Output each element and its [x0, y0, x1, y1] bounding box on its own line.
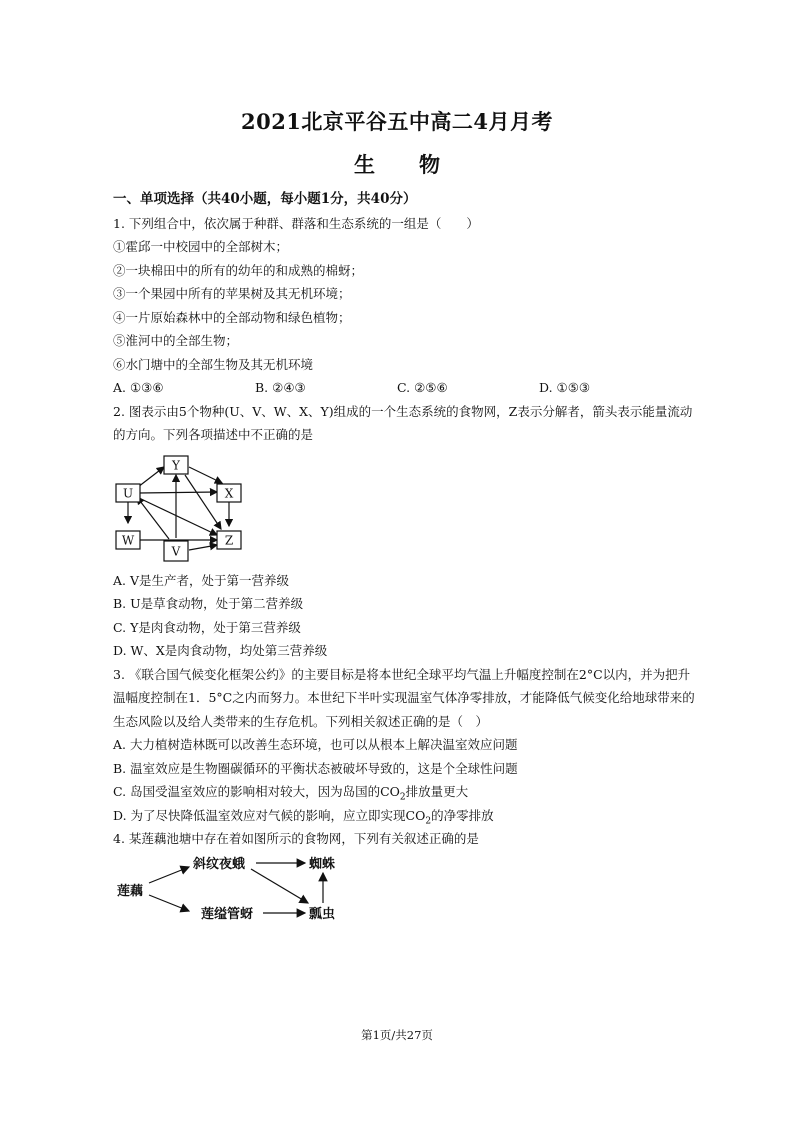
q2-option-d: D. W、X是肉食动物，均处第三营养级	[113, 643, 328, 658]
co2-formula: CO	[380, 784, 400, 799]
co2-subscript: 2	[399, 792, 406, 803]
node-ladybug: 瓢虫	[309, 906, 336, 922]
arrow-y-z	[185, 475, 221, 529]
section-heading: 一、单项选择（共40小题，每小题1分，共40分）	[113, 191, 417, 207]
q2-stem-line-2: 的方向。下列各项描述中不正确的是	[113, 427, 314, 442]
q3-option-a: A. 大力植树造林既可以改善生态环境，也可以从根本上解决温室效应问题	[113, 737, 518, 752]
arrow-u-y	[138, 467, 164, 487]
q3-option-c-text-end: 排放量更大	[405, 784, 469, 799]
q3-option-d	[113, 804, 693, 828]
node-x-label: X	[224, 486, 234, 500]
q2-option-a: A. V是生产者，处于第一营养级	[113, 572, 290, 588]
subject-char-1: 生	[354, 152, 375, 177]
q1-options	[113, 376, 693, 400]
exam-title: 2021北京平谷五中高二4月月考	[240, 109, 554, 134]
q3-stem-line-3: 生态风险以及给人类带来的生存危机。下列相关叙述正确的是（ ）	[113, 713, 489, 729]
node-z-label: Z	[224, 533, 234, 547]
q1-option-c: C. ②⑤⑥	[397, 380, 448, 395]
node-moth: 斜纹夜蛾	[193, 856, 246, 872]
arrow-v-u	[137, 497, 169, 539]
subject-title	[0, 149, 794, 179]
q1-stem: 1. 下列组合中，依次属于种群、群落和生态系统的一组是（ ）	[113, 215, 479, 231]
q2-option-b: B. U是草食动物，处于第二营养级	[113, 596, 304, 611]
q3-option-d-text: D. 为了尽快降低温室效应对气候的影响，应立即实现	[113, 807, 406, 823]
arrow-lotus-aphid	[149, 895, 189, 911]
node-u-label: U	[122, 486, 134, 500]
q1-option-a: A. ①③⑥	[113, 380, 164, 395]
food-web-svg	[113, 453, 253, 565]
q3-stem-line-1: 3. 《联合国气候变化框架公约》的主要目标是将本世纪全球平均气温上升幅度控制在2°C以内，并为把升	[113, 666, 691, 682]
co2-subscript: 2	[425, 816, 432, 826]
node-spider: 蜘蛛	[309, 856, 336, 872]
q4-stem: 4. 某莲藕池塘中存在着如图所示的食物网，下列有关叙述正确的是	[113, 831, 479, 846]
q1-item: ⑤淮河中的全部生物；	[113, 333, 239, 348]
page-footer: 第1页/共27页	[361, 1028, 433, 1042]
q1-item: ⑥水门塘中的全部生物及其无机环境	[113, 356, 314, 372]
arrow-y-x	[189, 467, 222, 483]
q1-option-b: B. ②④③	[255, 380, 306, 395]
subject-char-2: 物	[419, 152, 440, 177]
q3-option-c	[113, 780, 693, 804]
q3-stem-line-2: 温幅度控制在1．5°C之内而努力。本世纪下半叶实现温室气体净零排放，才能降低气候变化给地球带来的	[113, 690, 695, 705]
q1-item: ④一片原始森林中的全部动物和绿色植物；	[113, 309, 351, 325]
arrow-v-z	[189, 545, 217, 550]
arrow-u-x	[139, 492, 217, 493]
q4-food-web-diagram	[113, 851, 693, 931]
q2-stem-line-1: 2. 图表示由5个物种(U、V、W、X、Y)组成的一个生态系统的食物网，Z表示分解者，箭头表示能量流动	[113, 403, 693, 419]
q2-food-web-diagram	[113, 453, 693, 565]
arrow-lotus-moth	[149, 867, 189, 883]
q1-option-d: D. ①⑤③	[539, 380, 591, 395]
node-lotus: 莲藕	[117, 883, 144, 899]
q3-option-c-text: C. 岛国受温室效应的影响相对较大，因为岛国的	[113, 784, 381, 799]
q1-item: ③一个果园中所有的苹果树及其无机环境；	[113, 286, 351, 301]
arrow-moth-ladybug	[251, 869, 308, 903]
node-aphid: 莲缢管蚜	[201, 906, 254, 922]
q2-option-c: C. Y是肉食动物，处于第三营养级	[113, 619, 301, 635]
exam-content	[113, 188, 693, 931]
node-v-label: V	[171, 544, 181, 558]
node-y-label: Y	[172, 458, 180, 472]
arrow-u-z	[139, 498, 217, 535]
q3-option-b: B. 温室效应是生物圈碳循环的平衡状态被破坏导致的，这是个全球性问题	[113, 760, 518, 776]
q3-option-d-text-end: 的净零排放	[431, 807, 494, 823]
q1-item: ①霍邱一中校园中的全部树木；	[113, 239, 289, 254]
co2-formula: CO	[405, 807, 426, 823]
node-w-label: W	[121, 533, 135, 547]
lotus-food-web-svg	[113, 851, 373, 931]
q1-item: ②一块棉田中的所有的幼年的和成熟的棉蚜；	[113, 262, 364, 278]
